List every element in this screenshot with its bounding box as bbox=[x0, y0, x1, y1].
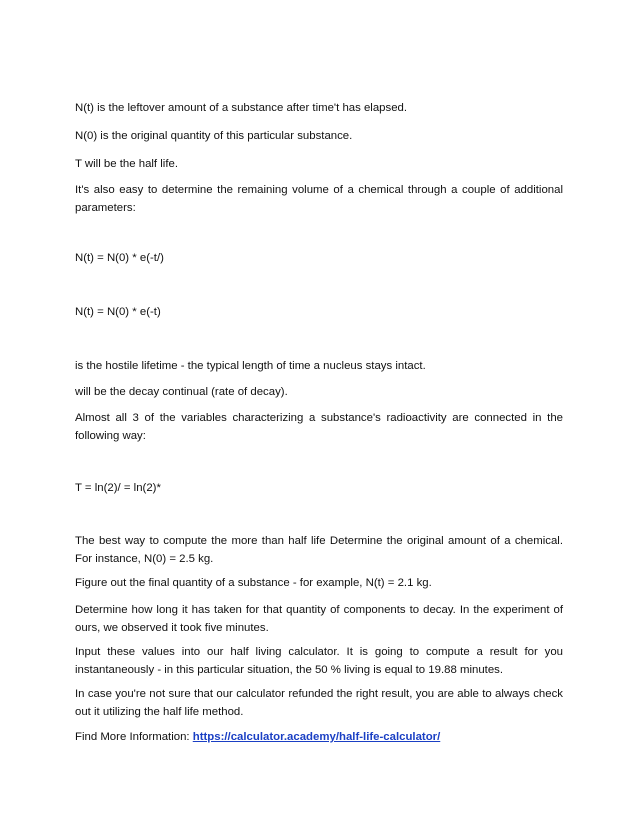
paragraph-mean-lifetime: is the hostile lifetime - the typical length of time a nucleus stays intact. bbox=[75, 360, 426, 372]
formula-exponential-tau: N(t) = N(0) * e(-t/) bbox=[75, 252, 164, 264]
paragraph-decay-constant: will be the decay continual (rate of decay). bbox=[75, 386, 288, 398]
paragraph-step-original-amount: The best way to compute the more than half life Determine the original amount of a chemical. For instance, N(0) = 2.5 kg. bbox=[75, 535, 563, 565]
formula-half-life-relation: T = ln(2)/ = ln(2)* bbox=[75, 482, 161, 494]
paragraph-verify-result: In case you're not sure that our calculator refunded the right result, you are able to always check out it utilizing the half life method. bbox=[75, 688, 563, 718]
paragraph-step-input-calculator: Input these values into our half living calculator. It is going to compute a result for you instantaneously - in this particular situation, the 50 % living is equal to 19.88 minutes. bbox=[75, 646, 563, 676]
footer-more-information bbox=[75, 728, 563, 746]
paragraph-n-t-definition: N(t) is the leftover amount of a substance after time't has elapsed. bbox=[75, 102, 408, 114]
paragraph-variables-connected: Almost all 3 of the variables characterizing a substance's radioactivity are connected in the following way: bbox=[75, 412, 563, 442]
formula-exponential-lambda: N(t) = N(0) * e(-t) bbox=[75, 306, 161, 318]
paragraph-step-time-elapsed: Determine how long it has taken for that quantity of components to decay. In the experiment of ours, we observed it took five minutes. bbox=[75, 604, 563, 634]
paragraph-additional-parameters: It's also easy to determine the remaining volume of a chemical through a couple of additional parameters: bbox=[75, 184, 563, 214]
paragraph-step-final-quantity: Figure out the final quantity of a substance - for example, N(t) = 2.1 kg. bbox=[75, 577, 432, 589]
half-life-calculator-link[interactable]: https://calculator.academy/half-life-calculator/ bbox=[192, 731, 441, 743]
paragraph-half-life-definition: T will be the half life. bbox=[75, 158, 178, 170]
paragraph-n0-definition: N(0) is the original quantity of this particular substance. bbox=[75, 130, 353, 142]
footer-label: Find More Information: bbox=[75, 731, 193, 743]
